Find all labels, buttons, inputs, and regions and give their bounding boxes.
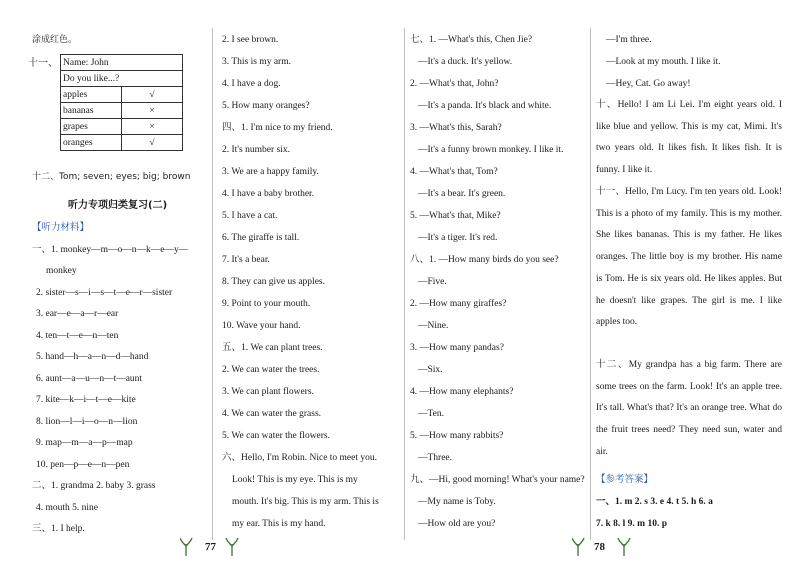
text-line: mouth. It's big. This is my arm. This is <box>232 497 379 507</box>
text-line: 8. lion—l—i—o—n—lion <box>36 417 138 427</box>
text-line: 4. I have a baby brother. <box>222 189 315 199</box>
text-line: 5. —What's that, Mike? <box>410 211 501 221</box>
text-line: —How old are you? <box>418 519 496 529</box>
text-line: 4. —How many elephants? <box>410 387 514 397</box>
paragraph-12: 十二、My grandpa has a big farm. There are some trees on the farm. Look! It's an apple tree. It's tall. What's that? It's an orange tree. What do the fruit trees need? They need sun, water and air. <box>596 360 782 457</box>
text-line: —It's a bear. It's green. <box>418 189 506 199</box>
text-line: Look! This is my eye. This is my <box>232 475 358 485</box>
column-divider <box>212 28 213 540</box>
text-line: 四、1. I'm nice to my friend. <box>222 123 333 133</box>
text-line: 4. —What's that, Tom? <box>410 167 498 177</box>
text-line: 6. The giraffe is tall. <box>222 233 300 243</box>
text-line: —It's a duck. It's yellow. <box>418 57 513 67</box>
table-row: grapes × <box>61 119 183 135</box>
text-line: 5. —How many rabbits? <box>410 431 504 441</box>
sprout-icon <box>572 536 642 558</box>
text-line: —It's a tiger. It's red. <box>418 233 498 243</box>
text-line: 6. aunt—a—u—n—t—aunt <box>36 374 143 384</box>
text-line: 2. I see brown. <box>222 35 279 45</box>
text-line: 2. sister—s—i—s—t—e—r—sister <box>36 288 173 298</box>
right-page-number: 78 <box>594 541 605 553</box>
text-line: 3. We are a happy family. <box>222 167 319 177</box>
text-line: 5. hand—h—a—n—d—hand <box>36 352 149 362</box>
text-line: 二、1. grandma 2. baby 3. grass <box>32 481 156 491</box>
table-row: bananas × <box>61 103 183 119</box>
column-divider <box>404 28 405 540</box>
text-line: 2. We can water the trees. <box>222 365 320 375</box>
text-line: 3. This is my arm. <box>222 57 291 67</box>
text-line: 3. We can plant flowers. <box>222 387 314 397</box>
text-line: 5. We can water the flowers. <box>222 431 331 441</box>
answers-line-1: 一、1. m 2. s 3. e 4. t 5. h 6. a <box>596 497 713 507</box>
text-line: 10. pen—p—e—n—pen <box>36 460 130 470</box>
left-page-number: 77 <box>205 541 216 553</box>
text-line: monkey <box>46 266 77 276</box>
text-line: 三、1. I help. <box>32 524 85 534</box>
text-line: —Five. <box>418 277 447 287</box>
section-11-label: 十一、 <box>28 58 58 69</box>
column-2 <box>222 0 400 540</box>
text-line: 七、1. —What's this, Chen Jie? <box>410 35 533 45</box>
column-divider <box>590 28 591 540</box>
text-line: 2. It's number six. <box>222 145 290 155</box>
table-question-cell: Do you like...? <box>61 71 183 87</box>
table-name-cell: Name: John <box>61 55 183 71</box>
text-line: 7. It's a bear. <box>222 255 270 265</box>
text-line: —Nine. <box>418 321 449 331</box>
paragraph-10: 十、Hello! I am Li Lei. I'm eight years old. I like blue and yellow. This is my cat, Mimi. It's two years old. It likes fish. It likes fish. It is funny. I like it. <box>596 100 782 176</box>
listening-material-label: 【听力材料】 <box>32 222 90 233</box>
text-line: 5. I have a cat. <box>222 211 278 221</box>
text-line: —My name is Toby. <box>418 497 496 507</box>
paragraph-11: 十一、Hello, I'm Lucy. I'm ten years old. Look! This is a photo of my family. This is my mother. She likes bananas. This is my father. He likes oranges. The little boy is my brother. His name is Tom. He is six years old. He likes apples. But he doesn't like grapes. The girl is me. I like apples too. <box>596 187 782 328</box>
text-line: 2. —What's that, John? <box>410 79 499 89</box>
text-line: my ear. This is my hand. <box>232 519 326 529</box>
table-row: oranges √ <box>61 135 183 151</box>
section-12-answer: 十二、Tom; seven; eyes; big; brown <box>32 172 191 182</box>
table-row: apples √ <box>61 87 183 103</box>
column-1 <box>28 0 208 540</box>
text-line: —It's a funny brown monkey. I like it. <box>418 145 564 155</box>
text-line: —Ten. <box>418 409 444 419</box>
text-line: —Look at my mouth. I like it. <box>606 57 721 67</box>
answers-line-2: 7. k 8. l 9. m 10. p <box>596 519 667 529</box>
text-line: 八、1. —How many birds do you see? <box>410 255 559 265</box>
text-line: 7. kite—k—i—t—e—kite <box>36 395 136 405</box>
text-line: —It's a panda. It's black and white. <box>418 101 552 111</box>
text-line: 8. They can give us apples. <box>222 277 325 287</box>
right-page-footer <box>572 536 642 563</box>
text-line: 2. —How many giraffes? <box>410 299 507 309</box>
column-4 <box>596 0 782 540</box>
text-line: 4. We can water the grass. <box>222 409 322 419</box>
text-line: 9. map—m—a—p—map <box>36 438 133 448</box>
text-line: 4. mouth 5. nine <box>36 503 99 513</box>
text-line: 一、1. monkey—m—o—n—k—e—y— <box>32 245 189 255</box>
text-line: 六、Hello, I'm Robin. Nice to meet you. <box>222 453 378 463</box>
section-heading: 听力专项归类复习(二) <box>68 200 168 211</box>
text-line: 3. ear—e—a—r—ear <box>36 309 119 319</box>
text-line: 4. ten—t—e—n—ten <box>36 331 119 341</box>
text-line: 9. Point to your mouth. <box>222 299 311 309</box>
text-line: 5. How many oranges? <box>222 101 310 111</box>
text-line: 3. —How many pandas? <box>410 343 504 353</box>
answers-heading: 【参考答案】 <box>596 474 654 485</box>
text-line: 4. I have a dog. <box>222 79 281 89</box>
text-line: 五、1. We can plant trees. <box>222 343 323 353</box>
text-line: 3. —What's this, Sarah? <box>410 123 502 133</box>
text-line: 10. Wave your hand. <box>222 321 301 331</box>
text-line: 九、—Hi, good morning! What's your name? <box>410 475 585 485</box>
column-3 <box>410 0 586 540</box>
preference-table <box>60 54 183 151</box>
text-line: —Three. <box>418 453 453 463</box>
text-line: —I'm three. <box>606 35 652 45</box>
text-line: —Hey, Cat. Go away! <box>606 79 691 89</box>
top-text: 涂成红色。 <box>32 35 78 45</box>
text-line: —Six. <box>418 365 443 375</box>
